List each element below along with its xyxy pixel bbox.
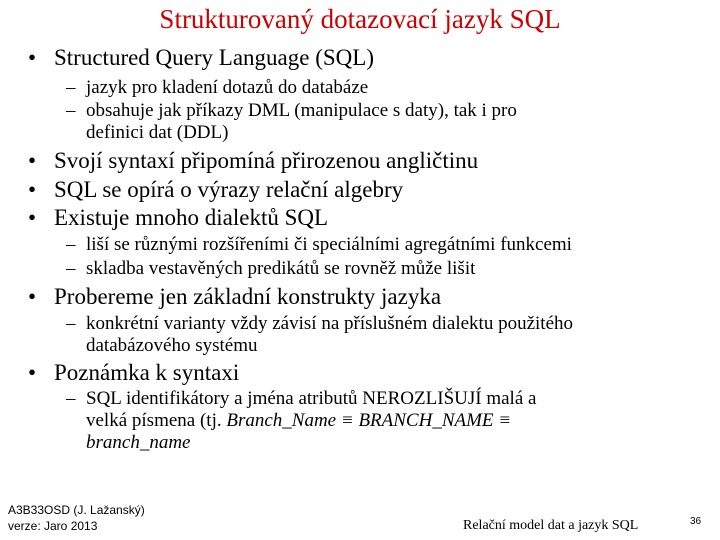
footer-topic: Relační model dat a jazyk SQL: [463, 518, 639, 533]
sub-text: jazyk pro kladení dotazů do databáze: [86, 77, 369, 98]
dash-glyph: –: [66, 388, 76, 409]
bullet-text: Structured Query Language (SQL): [54, 45, 374, 70]
sub-text: SQL identifikátory a jména atributů NEROZLIŠUJÍ malá a: [86, 388, 537, 409]
footer-version: verze: Jaro 2013: [8, 519, 98, 533]
sub-text-italic: Branch_Name ≡ BRANCH_NAME ≡: [226, 410, 512, 431]
dash-glyph: –: [66, 100, 76, 121]
sub-item: [66, 234, 572, 255]
bullet-item: [28, 148, 478, 174]
bullet-glyph: •: [28, 148, 37, 173]
sub-text-continuation: databázového systému: [86, 335, 258, 356]
sub-text: konkrétní varianty vždy závisí na příslušném dialektu použitého: [86, 313, 574, 334]
sub-text-prefix: velká písmena (tj.: [86, 410, 227, 431]
bullet-text: Probereme jen základní konstrukty jazyka: [54, 284, 442, 309]
bullet-glyph: •: [28, 284, 37, 309]
sub-item: [66, 77, 368, 98]
bullet-text: SQL se opírá o výrazy relační algebry: [54, 177, 404, 202]
bullet-text: Poznámka k syntaxi: [54, 360, 240, 385]
sub-item: [66, 100, 517, 121]
sub-item: [66, 388, 536, 409]
dash-glyph: –: [66, 234, 76, 255]
bullet-item: [28, 205, 328, 231]
bullet-glyph: •: [28, 45, 37, 70]
bullet-text: Svojí syntaxí připomíná přirozenou angličtinu: [54, 148, 479, 173]
footer-author: A3B33OSD (J. Lažanský): [8, 503, 145, 517]
sub-text-continuation: [86, 432, 190, 453]
sub-item: [66, 313, 573, 334]
bullet-item: [28, 284, 441, 310]
bullet-item: [28, 45, 374, 71]
bullet-glyph: •: [28, 205, 37, 230]
sub-text: obsahuje jak příkazy DML (manipulace s daty), tak i pro: [86, 100, 517, 121]
bullet-glyph: •: [28, 177, 37, 202]
bullet-item: [28, 177, 403, 203]
dash-glyph: –: [66, 258, 76, 279]
sub-text-italic: branch_name: [86, 432, 191, 453]
sub-text-continuation: [86, 410, 511, 431]
bullet-glyph: •: [28, 360, 37, 385]
dash-glyph: –: [66, 313, 76, 334]
sub-item: [66, 258, 475, 279]
bullet-text: Existuje mnoho dialektů SQL: [54, 205, 329, 230]
sub-text: skladba vestavěných predikátů se rovněž může lišit: [86, 258, 476, 279]
sub-text-continuation: definici dat (DDL): [86, 122, 229, 143]
footer-left: [8, 502, 145, 534]
bullet-item: [28, 360, 239, 386]
page-number: 36: [690, 516, 702, 527]
slide-title: Strukturovaný dotazovací jazyk SQL: [159, 4, 561, 34]
sub-text: liší se různými rozšířeními či speciálními agregátními funkcemi: [86, 234, 572, 255]
dash-glyph: –: [66, 77, 76, 98]
